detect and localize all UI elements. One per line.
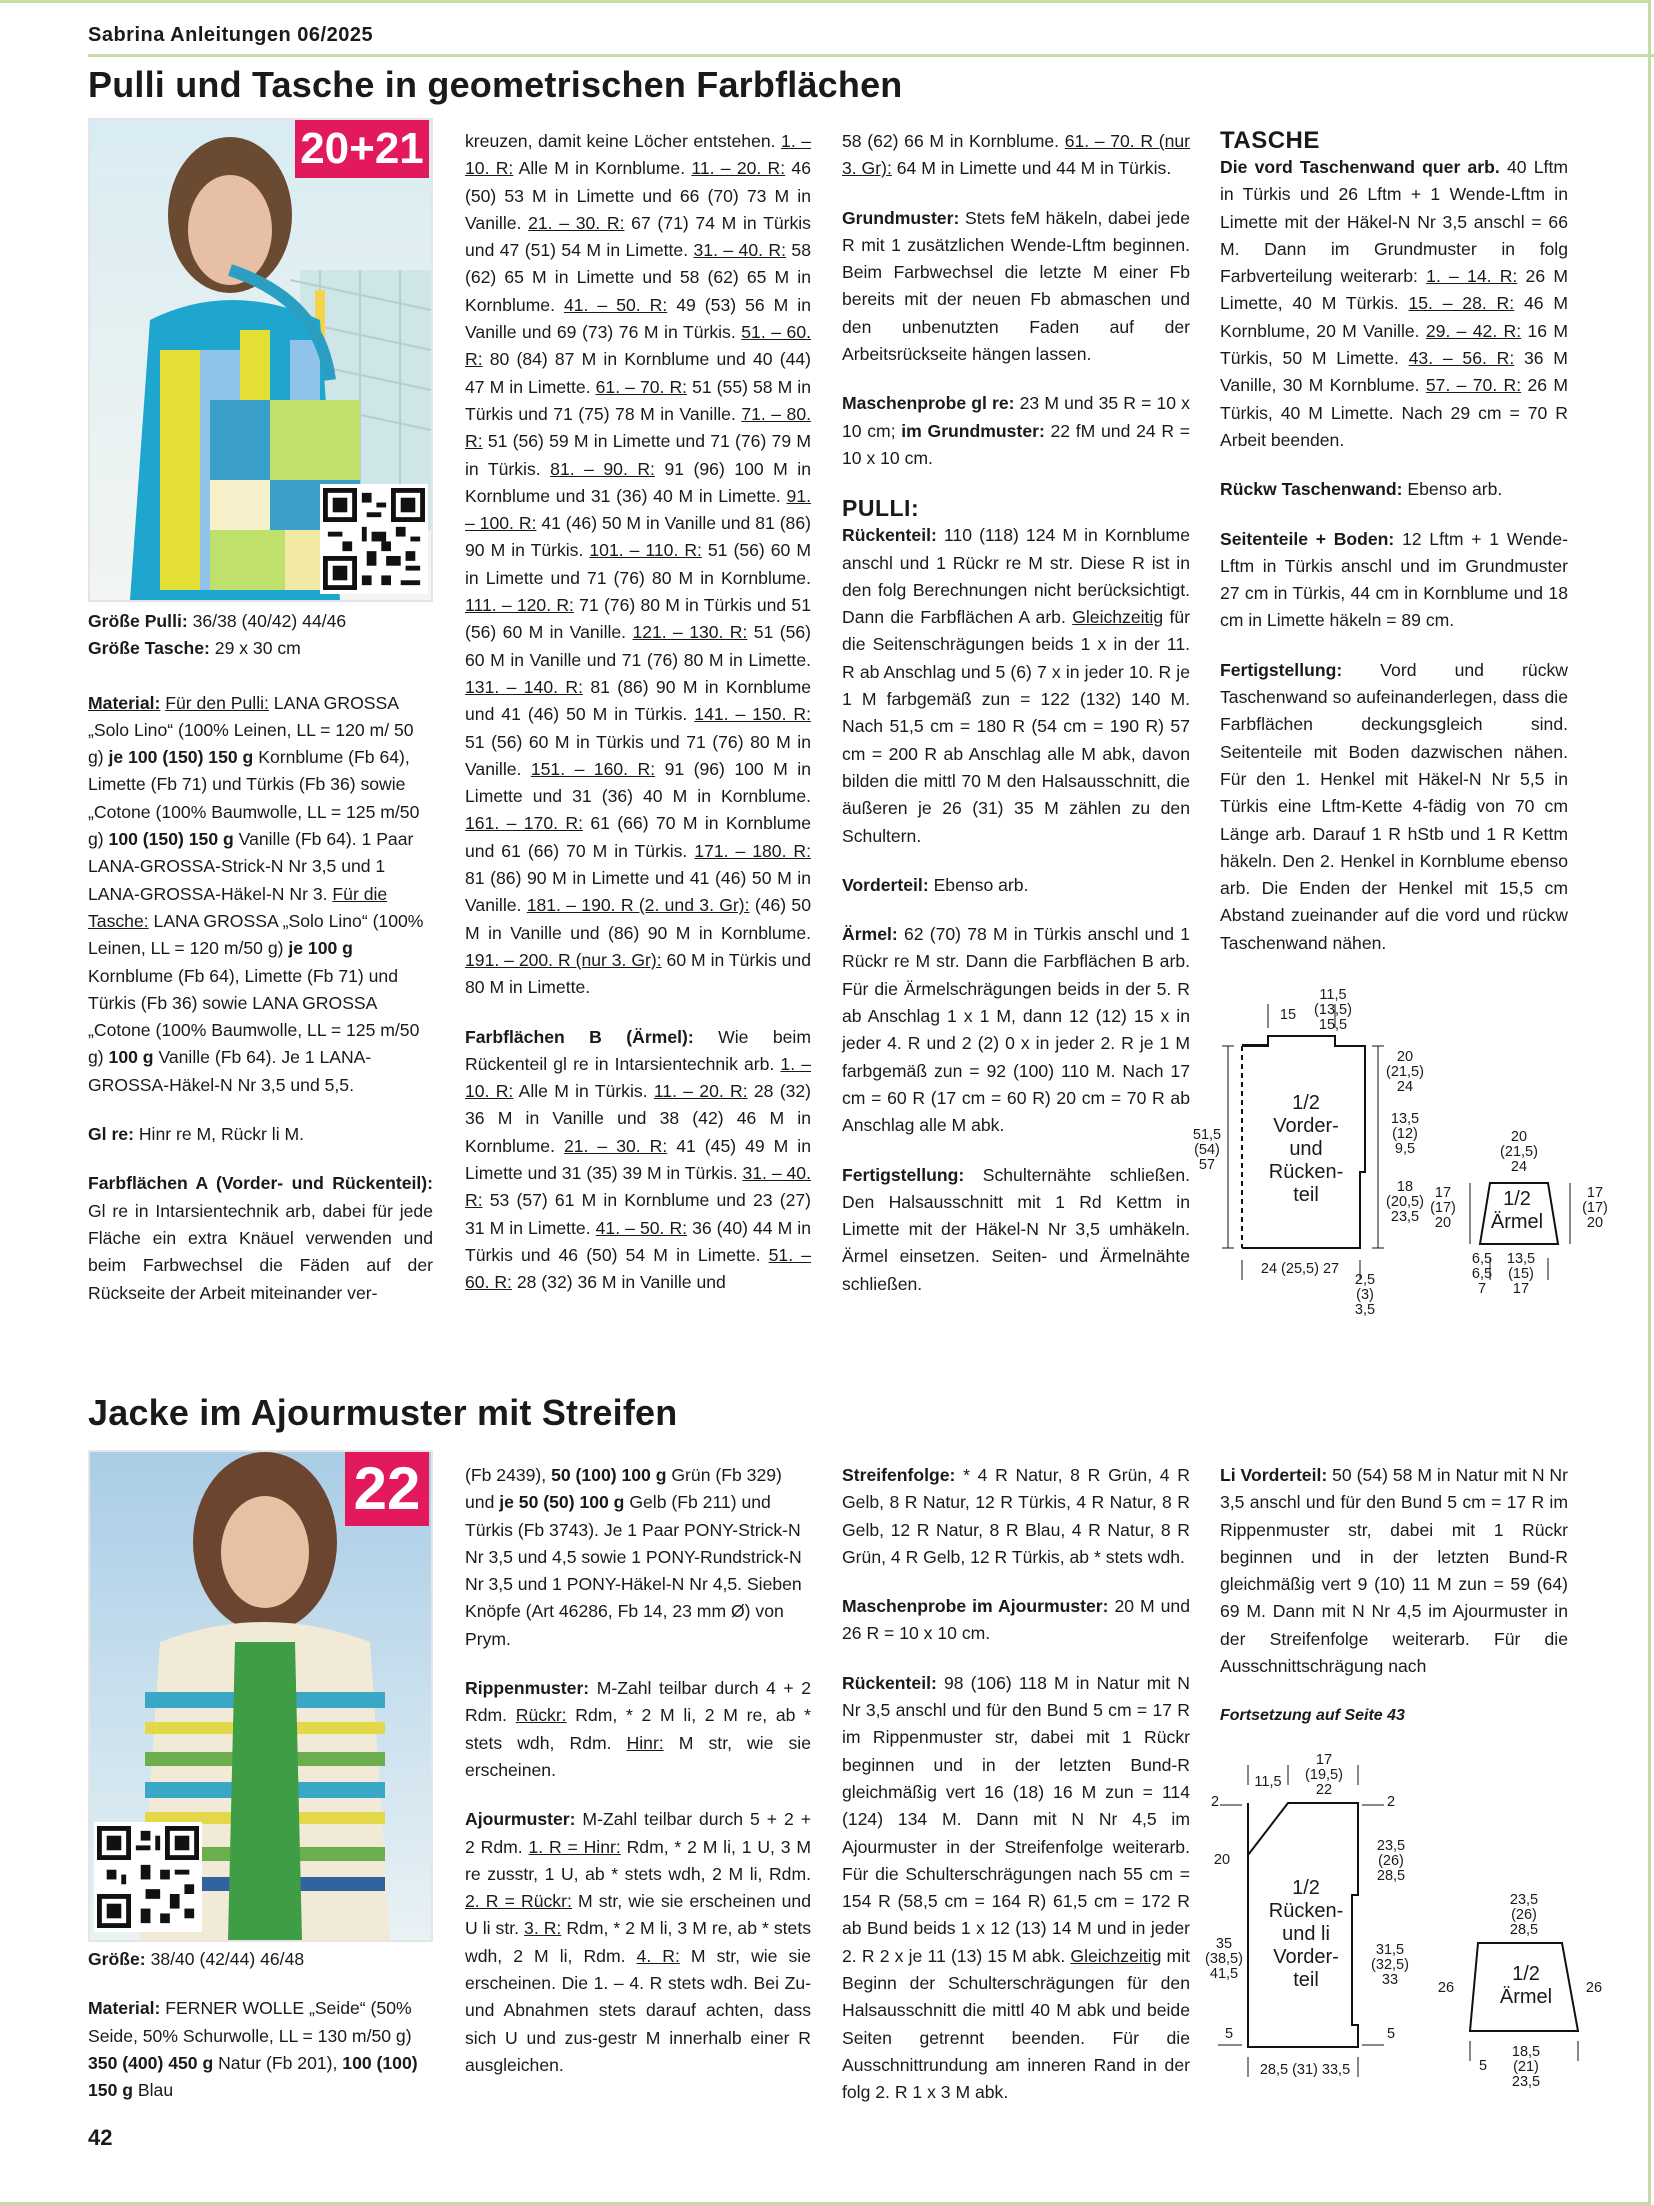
sleeve-label: 1/2 Ärmel — [1490, 1188, 1544, 1233]
jacke-maschenprobe-para — [842, 1593, 1190, 1648]
text-run: 98 (106) 118 M in Natur mit N Nr 3,5 anschl und für den Bund 5 cm = 17 R im Rippenmuster str, dabei mit 1 Rückr beginnen und in der letzten Bund-R gleichmäßig vert 16 (18) 16 M zun = 114 (124) 134 M. Dann mit N Nr 4,5 im Ajourmuster in der Streifenfolge weiterarb. Für die Schulterschrägungen nach 55 cm = 154 R (58,5 cm = 164 R) 61,5 cm = 172 R ab Bund beids 1 x 12 (13) 14 M und in jeder 2. R 2 x je 11 (13) 15 M abk. — [842, 1672, 1190, 1966]
article1-col4 — [1220, 128, 1568, 979]
j-dim-5b: 5 — [1386, 2026, 1396, 2042]
text-run: M str, wie sie erscheinen. Die 1. – 4. R stets wdh. Bei Zu- und Abnahmen stets darauf achten, dass sich U und zus-gestr M innerhalb einer R ausgleichen. — [465, 1945, 811, 2075]
article1-col2 — [465, 128, 811, 1318]
text-run: 26 M Türkis, 40 M Limette. Nach 29 cm = 70 R Arbeit beenden. — [1220, 375, 1568, 450]
text-run: 40 Lftm in Türkis und 26 Lftm + 1 Wende-Lftm in Limette mit der Häkel-N Nr 3,5 anschl = 66 M. Dann im Grundmuster in folg Farbverteilung weiterarb: — [1220, 157, 1568, 287]
text-run: 64 M in Limette und 44 M in Türkis. — [891, 158, 1172, 179]
row-range-label: 41. – 50. R: — [563, 294, 668, 315]
bold-label: Rückenteil: — [842, 1672, 937, 1693]
article1-col1 — [88, 608, 433, 1329]
glre-text: Hinr re M, Rückr li M. — [138, 1124, 305, 1145]
text-run: Rdm, * 2 M li, 3 M re, ab * stets wdh, 2 M li, Rdm. — [465, 1918, 812, 1966]
material-text: LANA GROSSA „Solo Lino“ (100% Leinen, LL = 120 m/ 50 g) — [88, 692, 414, 768]
bold-label: Maschenprobe gl re: — [842, 393, 1015, 414]
text-run: 41 (45) 49 M in Limette und 31 (35) 39 M in Türkis. — [465, 1135, 811, 1183]
maschenprobe-para — [842, 390, 1190, 472]
text-run: 26 M Limette, 40 M Türkis. — [1220, 266, 1568, 314]
farbflaechen-b-rows — [465, 1024, 811, 1297]
j-dim-20: 20 — [1213, 1852, 1231, 1868]
text-run: * 4 R Natur, 8 R Grün, 4 R Gelb, 8 R Natur, 12 R Türkis, 4 R Natur, 8 R Gelb, 12 R Natur, 8 R Blau, 4 R Natur, 8 R Grün, 4 R Gelb, 12 R Türkis, ab * stets wdh. — [842, 1465, 1190, 1567]
jacke-sleeve-label: 1/2 Ärmel — [1499, 1963, 1553, 2008]
row-range-label: 121. – 130. R: — [632, 622, 748, 643]
tasche-size-label: Größe Tasche: — [88, 638, 210, 659]
sleeve-dim-top: 20 (21,5) 24 — [1500, 1129, 1538, 1175]
material-text: Kornblume (Fb 64), Limette (Fb 71) und Türkis (Fb 36) sowie LANA GROSSA „Cotone (100% Baumwolle, LL = 125 m/50 g) — [88, 965, 420, 1068]
bold-label: Li Vorderteil: — [1220, 1465, 1328, 1485]
text-run: 22 fM und 24 R = 10 x 10 cm. — [842, 420, 1190, 468]
pulli-qr-code[interactable] — [320, 484, 428, 594]
bold-label: Ärmel: — [842, 924, 898, 945]
text-run: 61 (66) 70 M in Kornblume und 61 (66) 70 M in Türkis. — [465, 813, 812, 861]
header-rule — [88, 54, 1654, 57]
text-run: 28 (32) 36 M in Vanille und — [511, 1272, 726, 1293]
text-run: M str, wie sie erscheinen und U li str. — [465, 1891, 811, 1939]
streifenfolge-para — [842, 1462, 1190, 1571]
j-dim-width: 28,5 (31) 33,5 — [1259, 2062, 1351, 2078]
rueckenteil-para — [842, 522, 1190, 850]
text-run: Alle M in Türkis. — [513, 1081, 654, 1102]
row-range-label: 131. – 140. R: — [465, 676, 583, 697]
row-range-label: 61. – 70. R: — [595, 376, 688, 397]
fertigstellung-para — [842, 1162, 1190, 1298]
row-range-label: 111. – 120. R: — [465, 595, 574, 616]
jacke-qr-code[interactable] — [94, 1822, 202, 1932]
text-run: (Fb 2439), — [465, 1465, 552, 1485]
material-tasche-label: Für die Tasche: — [88, 883, 388, 931]
material-amount: je 100 g — [288, 938, 353, 959]
li-vorderteil-para — [1220, 1462, 1568, 1680]
text-run: 51 (56) 60 M in Limette und 71 (76) 80 M in Kornblume. — [465, 540, 811, 588]
bold-label: Farbflächen B (Ärmel): — [465, 1026, 694, 1047]
sleeve-dim-right: 17 (17) 20 — [1582, 1185, 1608, 1231]
row-range-label: 61. – 70. R (nur 3. Gr): — [842, 131, 1191, 179]
jacke-rueckenteil-para — [842, 1670, 1190, 2107]
tasche-fertigstellung-para — [1220, 657, 1568, 957]
pulli-size-label: Größe Pulli: — [88, 611, 188, 631]
sleeve-dim-bl: 6,5 6,5 7 — [1471, 1251, 1493, 1297]
row-range-label: 21. – 30. R: — [528, 212, 625, 233]
dim-height: 51,5 (54) 57 — [1192, 1127, 1222, 1173]
bold-label: Seitenteile + Boden: — [1220, 528, 1395, 549]
row-range-label: 4. R: — [636, 1945, 680, 1966]
row-range-label: 31. – 40. R: — [693, 240, 787, 261]
j-dim-height: 35 (38,5) 41,5 — [1205, 1936, 1243, 1982]
ffa-label: Farbflächen A (Vorder- und Rückenteil): — [88, 1173, 433, 1194]
text-run: kreuzen, damit keine Löcher entstehen. — [465, 131, 782, 151]
qr-icon — [323, 487, 425, 591]
row-range-label: 1. R = Hinr: — [528, 1836, 621, 1857]
text-run: (46) 50 M in Vanille und (86) 90 M in Kornblume. — [465, 895, 811, 943]
ffa-text: Gl re in Intarsientechnik arb, dabei für jede Fläche ein extra Knäuel verwenden und beim Farbwechsel die Fäden auf der Rückseite der Arbeit miteinander ver- — [88, 1200, 433, 1303]
row-range-label: 171. – 180. R: — [694, 840, 812, 861]
jacke-material-text: Blau — [137, 2080, 174, 2101]
qr-icon — [97, 1825, 199, 1929]
text-run: 81 (86) 90 M in Kornblume und 41 (46) 50 M in Türkis. — [465, 676, 812, 725]
j-sleeve-top: 23,5 (26) 28,5 — [1509, 1892, 1539, 1938]
text-run: für die Seitenschrägungen beids 1 x in der 11. R ab Anschlag und 5 (6) 7 x in jeder 10. R je 1 M farbgemäß zun = 122 (132) 140 M. Nach 51,5 cm = 180 R (54 cm = 190 R) 57 cm = 200 R ab Anschlag alle M abk, davon bilden die mittl 70 M den Halsausschnitt, die äußeren je 26 (31) 35 M zählen zu den Schultern. — [842, 607, 1190, 846]
pulli-heading: PULLI: — [842, 495, 920, 522]
article2-col2 — [465, 1462, 811, 2101]
row-range-label: 29. – 42. R: — [1425, 320, 1522, 341]
dim-armhole: 13,5 (12) 9,5 — [1390, 1111, 1420, 1157]
material-text: LANA GROSSA „Solo Lino“ (100% Leinen, LL = 120 m/50 g) — [88, 910, 424, 959]
sleeve-dim-bottom: 13,5 (15) 17 — [1506, 1251, 1536, 1297]
body-label: 1/2 Vorder- und Rücken- teil — [1268, 1092, 1344, 1206]
row-range-label: 21. – 30. R: — [563, 1135, 668, 1156]
article1-title: Pulli und Tasche in geometrischen Farbflächen — [88, 64, 903, 105]
farbflaechen-a-rows — [465, 128, 811, 1002]
j-sleeve-right: 26 — [1585, 1980, 1603, 1996]
bold-label: 50 (100) 100 g — [551, 1465, 667, 1485]
text-run: 23 M und 35 R = 10 x 10 cm; — [842, 393, 1190, 441]
text-run: Gelb (Fb 211) und Türkis (Fb 3743). Je 1 Paar PONY-Strick-N Nr 3,5 und 4,5 sowie 1 PONY-Rundstrick-N Nr 3,5 und 1 PONY-Häkel-N Nr 4,5. Sieben Knöpfe (Art 46286, Fb 14, 23 mm Ø) von Prym. — [465, 1492, 802, 1649]
text-run: 58 (62) 66 M in Kornblume. — [842, 131, 1065, 151]
tasche-heading: TASCHE — [1220, 127, 1320, 154]
text-run: Vord und rückw Taschenwand so aufeinanderlegen, dass die Farbflächen deckungsgleich sind. Seitenteile mit Boden dazwischen nähen. Für den 1. Henkel mit Häkel-N Nr 5,5 in Türkis eine Lftm-Kette 4-fädig von 70 cm Länge arb. Darauf 1 R hStb und 1 R Kettm häkeln. Den 2. Henkel in Kornblume ebenso arb. Die Enden der Henkel mit 15,5 cm Abstand zueinander auf die vord und rückw Taschenwand nähen. — [1220, 659, 1568, 953]
text-run: 28 (32) 36 M in Vanille und 38 (42) 46 M in Kornblume. — [465, 1081, 811, 1156]
tasche-vord-para — [1220, 154, 1568, 454]
text-run: 46 M Kornblume, 20 M Vanille. — [1220, 293, 1568, 341]
row-range-label: 161. – 170. R: — [465, 813, 583, 834]
row-range-label: 91. – 100. R: — [465, 485, 811, 534]
text-run: Rdm, * 2 M li, 1 U, 3 M re zusstr, 1 U, ab * stets wdh, 2 M li, Rdm. — [465, 1836, 811, 1884]
text-run: 60 M in Türkis und 80 M in Limette. — [465, 949, 811, 998]
row-range-label: 41. – 50. R: — [595, 1217, 688, 1238]
text-run: 36 M Vanille, 30 M Kornblume. — [1220, 348, 1568, 396]
ajourmuster-para — [465, 1806, 811, 2079]
bold-label: Grundmuster: — [842, 207, 960, 228]
bold-label: Maschenprobe im Ajourmuster: — [842, 1596, 1109, 1617]
row-range-label: 1. – 10. R: — [465, 131, 811, 179]
article1-col3 — [842, 128, 1190, 1320]
pulli-schematic — [1192, 987, 1610, 1335]
text-run: 62 (70) 78 M in Türkis anschl und 1 Rückr re M str. Dann die Farbflächen B arb. Für die Ärmelschrägungen beids in der 5. R ab Anschlag 1 x 1 M, dann 12 (12) 15 x in jeder 4. R und 2 (2) 0 x in jeder 2. R je 1 M farbgemäß zun = 92 (100) 110 M. Nach 17 cm = 60 R (17 cm = 60 R) 20 cm = 70 R ab Anschlag alle M abk. — [842, 924, 1190, 1136]
row-range-label: 181. – 190. R (2. und 3. Gr): — [526, 895, 750, 916]
dim-15: 15 — [1279, 1007, 1297, 1023]
row-range-label: 51. – 60. R: — [465, 322, 811, 370]
jacke-badge: 22 — [345, 1452, 429, 1526]
text-run: 41 (46) 50 M in Vanille und 81 (86) 90 M in Türkis. — [465, 513, 811, 561]
material-text: Vanille (Fb 64). 1 Paar LANA-GROSSA-Strick-N Nr 3,5 und 1 LANA-GROSSA-Häkel-N Nr 3. — [88, 829, 414, 904]
text-run: M str, wie sie erscheinen. — [465, 1732, 811, 1780]
material-text: Kornblume (Fb 64), Limette (Fb 71) und Türkis (Fb 36) sowie „Cotone (100% Baumwolle, LL = 125 m/50 g) — [88, 747, 420, 850]
row-range-label: 51. – 60. R: — [465, 1244, 811, 1293]
text-run: Ebenso arb. — [928, 874, 1029, 895]
j-dim-5a: 5 — [1224, 2026, 1234, 2042]
bold-label: im Grundmuster: — [901, 420, 1045, 441]
row-range-label: Rückr: — [515, 1705, 567, 1726]
dim-width: 24 (25,5) 27 — [1260, 1261, 1340, 1277]
material-amount: 100 g — [108, 1047, 154, 1068]
material-amount: je 100 (150) 150 g — [108, 747, 254, 768]
row-range-label: Gleichzeitig — [1072, 607, 1164, 628]
continue-note: Fortsetzung auf Seite 43 — [1220, 1707, 1405, 1725]
text-run: 91 (96) 100 M in Kornblume und 31 (36) 40 M in Limette. — [465, 458, 811, 506]
jacke-body-label: 1/2 Rücken- und li Vorder- teil — [1268, 1877, 1344, 1991]
bold-label: Fertigstellung: — [842, 1164, 965, 1185]
material-pulli-label: Für den Pulli: — [165, 692, 269, 713]
col3-rows — [842, 128, 1190, 183]
row-range-label: 141. – 150. R: — [694, 704, 812, 725]
dim-shoulder: 20 (21,5) 24 — [1386, 1049, 1424, 1095]
j-dim-2a: 2 — [1210, 1794, 1220, 1810]
page-number: 42 — [88, 2125, 113, 2150]
jacke-material-cont — [465, 1462, 811, 1653]
row-range-label: 3. R: — [524, 1918, 562, 1939]
row-range-label: Hinr: — [626, 1732, 664, 1753]
pulli-size-value: 36/38 (40/42) 44/46 — [192, 611, 347, 631]
bold-label: Rippenmuster: — [465, 1678, 590, 1699]
aermel-para — [842, 921, 1190, 1139]
row-range-label: 1. – 14. R: — [1426, 266, 1518, 287]
text-run: 80 (84) 87 M in Kornblume und 40 (44) 47 M in Limette. — [465, 349, 811, 397]
jacke-material-amount: 100 (100) 150 g — [88, 2052, 418, 2101]
bold-label: Vorderteil: — [842, 874, 929, 895]
text-run: 67 (71) 74 M in Türkis und 47 (51) 54 M in Limette. — [465, 212, 811, 261]
bold-label: Die vord Taschenwand quer arb. — [1220, 157, 1500, 177]
sleeve-dim-left: 17 (17) 20 — [1430, 1185, 1456, 1231]
tasche-seitenteile-para — [1220, 526, 1568, 635]
j-dim-neck1: 11,5 — [1254, 1774, 1282, 1790]
text-run: 20 M und 26 R = 10 x 10 cm. — [842, 1596, 1190, 1644]
jacke-size-label: Größe: — [88, 1949, 146, 1969]
text-run: 81 (86) 90 M in Limette und 41 (46) 50 M in Vanille. — [465, 868, 811, 916]
row-range-label: 1. – 10. R: — [465, 1053, 811, 1102]
text-run: 12 Lftm + 1 Wende-Lftm in Türkis anschl und im Grundmuster 27 cm in Türkis, 44 cm in Kornblume und 18 cm in Limette häkeln = 89 cm. — [1220, 528, 1568, 631]
text-run: Alle M in Kornblume. — [513, 158, 692, 179]
text-run: Wie beim Rückenteil gl re in Intarsientechnik arb. — [465, 1026, 811, 1074]
text-run: 46 (50) 53 M in Limette und 66 (70) 73 M in Vanille. — [465, 158, 811, 233]
jacke-material-text: Natur (Fb 201), — [218, 2052, 338, 2073]
vorderteil-para — [842, 872, 1190, 899]
row-range-label: 101. – 110. R: — [589, 540, 702, 561]
row-range-label: 43. – 56. R: — [1408, 348, 1515, 369]
article2-title: Jacke im Ajourmuster mit Streifen — [88, 1392, 678, 1433]
tasche-rueckw-para — [1220, 476, 1568, 503]
material-label: Material: — [88, 692, 161, 713]
row-range-label: 191. – 200. R (nur 3. Gr): — [465, 949, 662, 970]
jacke-material-amount: 350 (400) 450 g — [88, 2052, 214, 2073]
jacke-material-label: Material: — [88, 1998, 161, 2019]
bold-label: Rückw Taschenwand: — [1220, 479, 1403, 500]
j-dim-shoulder: 23,5 (26) 28,5 — [1376, 1838, 1406, 1884]
material-text: Vanille (Fb 64). Je 1 LANA-GROSSA-Häkel-N Nr 3,5 und 5,5. — [88, 1047, 372, 1095]
bold-label: je 50 (50) 100 g — [499, 1492, 625, 1513]
j-dim-2b: 2 — [1386, 1794, 1396, 1810]
text-run: Rdm, * 2 M li, 2 M re, ab * stets wdh, Rdm. — [465, 1705, 811, 1753]
bold-label: Streifenfolge: — [842, 1465, 956, 1485]
glre-label: Gl re: — [88, 1124, 134, 1145]
magazine-header: Sabrina Anleitungen 06/2025 — [88, 24, 374, 46]
text-run: Stets feM häkeln, dabei jede R mit 1 zusätzlichen Wende-Lftm beginnen. Beim Farbwechsel die letzte M einer Fb bereits mit der neuen Fb abmaschen und den unbenutzten Faden auf der Arbeitsrückseite hängen lassen. — [842, 207, 1190, 365]
j-sleeve-left: 26 — [1437, 1980, 1455, 1996]
bold-label: Rückenteil: — [842, 525, 937, 546]
row-range-label: 31. – 40. R: — [465, 1162, 811, 1211]
j-sleeve-bottom: 18,5 (21) 23,5 — [1511, 2044, 1541, 2090]
text-run: 58 (62) 65 M in Limette und 58 (62) 65 M in Kornblume. — [465, 240, 811, 315]
row-range-label: 2. R = Rückr: — [465, 1891, 572, 1912]
material-amount: 100 (150) 150 g — [108, 829, 234, 850]
text-run: 71 (76) 80 M in Türkis und 51 (56) 60 M in Vanille. — [465, 595, 811, 643]
text-run: 50 (54) 58 M in Natur mit N Nr 3,5 anschl und für den Bund 5 cm = 17 R im Rippenmuster str, dabei mit 1 Rückr beginnen und in der letzten Bund-R gleichmäßig vert 9 (10) 11 M zun = 59 (64) 69 M. Dann mit N Nr 4,5 im Ajourmuster in der Streifenfolge weiterarb. Für die Ausschnittschrägung nach — [1220, 1465, 1569, 1677]
row-range-label: 81. – 90. R: — [550, 458, 655, 479]
text-run: 53 (57) 61 M in Kornblume und 23 (27) 31 M in Limette. — [465, 1190, 811, 1238]
text-run: 91 (96) 100 M in Limette und 31 (36) 40 M in Kornblume. — [465, 758, 811, 807]
text-run: mit Beginn der Schulterschrägungen für den Halsausschnitt die mittl 40 M abk und beide Seiten getrennt beenden. Für die Ausschnittrundung am inneren Rand in der folg 2. R 1 x 3 M abk. — [842, 1945, 1190, 2103]
text-run: 51 (55) 58 M in Türkis und 71 (75) 78 M in Vanille. — [465, 376, 811, 424]
text-run: 51 (56) 59 M in Limette und 71 (76) 79 M in Türkis. — [465, 431, 811, 479]
grundmuster-para — [842, 205, 1190, 369]
text-run: Ebenso arb. — [1402, 479, 1503, 500]
row-range-label: 57. – 70. R: — [1425, 375, 1522, 396]
text-run: 49 (53) 56 M in Vanille und 69 (73) 76 M in Türkis. — [465, 294, 811, 343]
article2-col4 — [1220, 1462, 1568, 1752]
row-range-label: 15. – 28. R: — [1408, 293, 1515, 314]
text-run: Schulternähte schließen. Den Halsausschnitt mit 1 Rd Kettm in Limette mit der Häkel-N Nr 3,5 umhäkeln. Ärmel einsetzen. Seiten- und Ärmelnähte schließen. — [842, 1164, 1190, 1294]
rippenmuster-para — [465, 1675, 811, 1784]
dim-hem: 2,5 (3) 3,5 — [1354, 1272, 1376, 1318]
dim-neck: 11,5 (13,5) 15,5 — [1314, 987, 1352, 1033]
jacke-material-text: FERNER WOLLE „Seide“ (50% Seide, 50% Schurwolle, LL = 130 m/50 g) — [88, 1998, 412, 2046]
pulli-badge: 20+21 — [295, 120, 429, 178]
jacke-schematic — [1200, 1745, 1610, 2095]
text-run: M-Zahl teilbar durch 4 + 2 Rdm. — [465, 1678, 811, 1726]
j-dim-side: 31,5 (32,5) 33 — [1371, 1942, 1409, 1988]
jacke-size-value: 38/40 (42/44) 46/48 — [150, 1949, 305, 1969]
j-dim-neck2: 17 (19,5) 22 — [1305, 1752, 1343, 1798]
text-run: 51 (56) 60 M in Türkis und 71 (76) 80 M in Vanille. — [465, 731, 811, 779]
text-run: 110 (118) 124 M in Kornblume anschl und 1 Rückr re M str. Diese R ist in den folg Berechnungen nicht berücksichtigt. Dann die Farbflächen A arb. — [842, 525, 1190, 628]
j-sleeve-5: 5 — [1478, 2058, 1488, 2074]
bold-label: Ajourmuster: — [465, 1809, 576, 1830]
article2-col1 — [88, 1946, 433, 2126]
text-run: M-Zahl teilbar durch 5 + 2 + 2 Rdm. — [465, 1809, 811, 1857]
article2-col3 — [842, 1462, 1190, 2129]
text-run: Grün (Fb 329) und — [465, 1465, 782, 1513]
row-range-label: Gleichzeitig — [1070, 1945, 1162, 1966]
text-run: 51 (56) 60 M in Vanille und 71 (76) 80 M in Limette. — [465, 622, 811, 670]
text-run: 36 (40) 44 M in Türkis und 46 (50) 54 M in Limette. — [465, 1217, 811, 1265]
bold-label: Fertigstellung: — [1220, 659, 1343, 680]
row-range-label: 71. – 80. R: — [465, 403, 812, 452]
row-range-label: 151. – 160. R: — [530, 758, 656, 779]
text-run: 16 M Türkis, 50 M Limette. — [1220, 320, 1568, 369]
tasche-size-value: 29 x 30 cm — [214, 638, 301, 659]
row-range-label: 11. – 20. R: — [653, 1081, 748, 1102]
dim-side: 18 (20,5) 23,5 — [1386, 1179, 1424, 1225]
row-range-label: 11. – 20. R: — [691, 158, 786, 179]
